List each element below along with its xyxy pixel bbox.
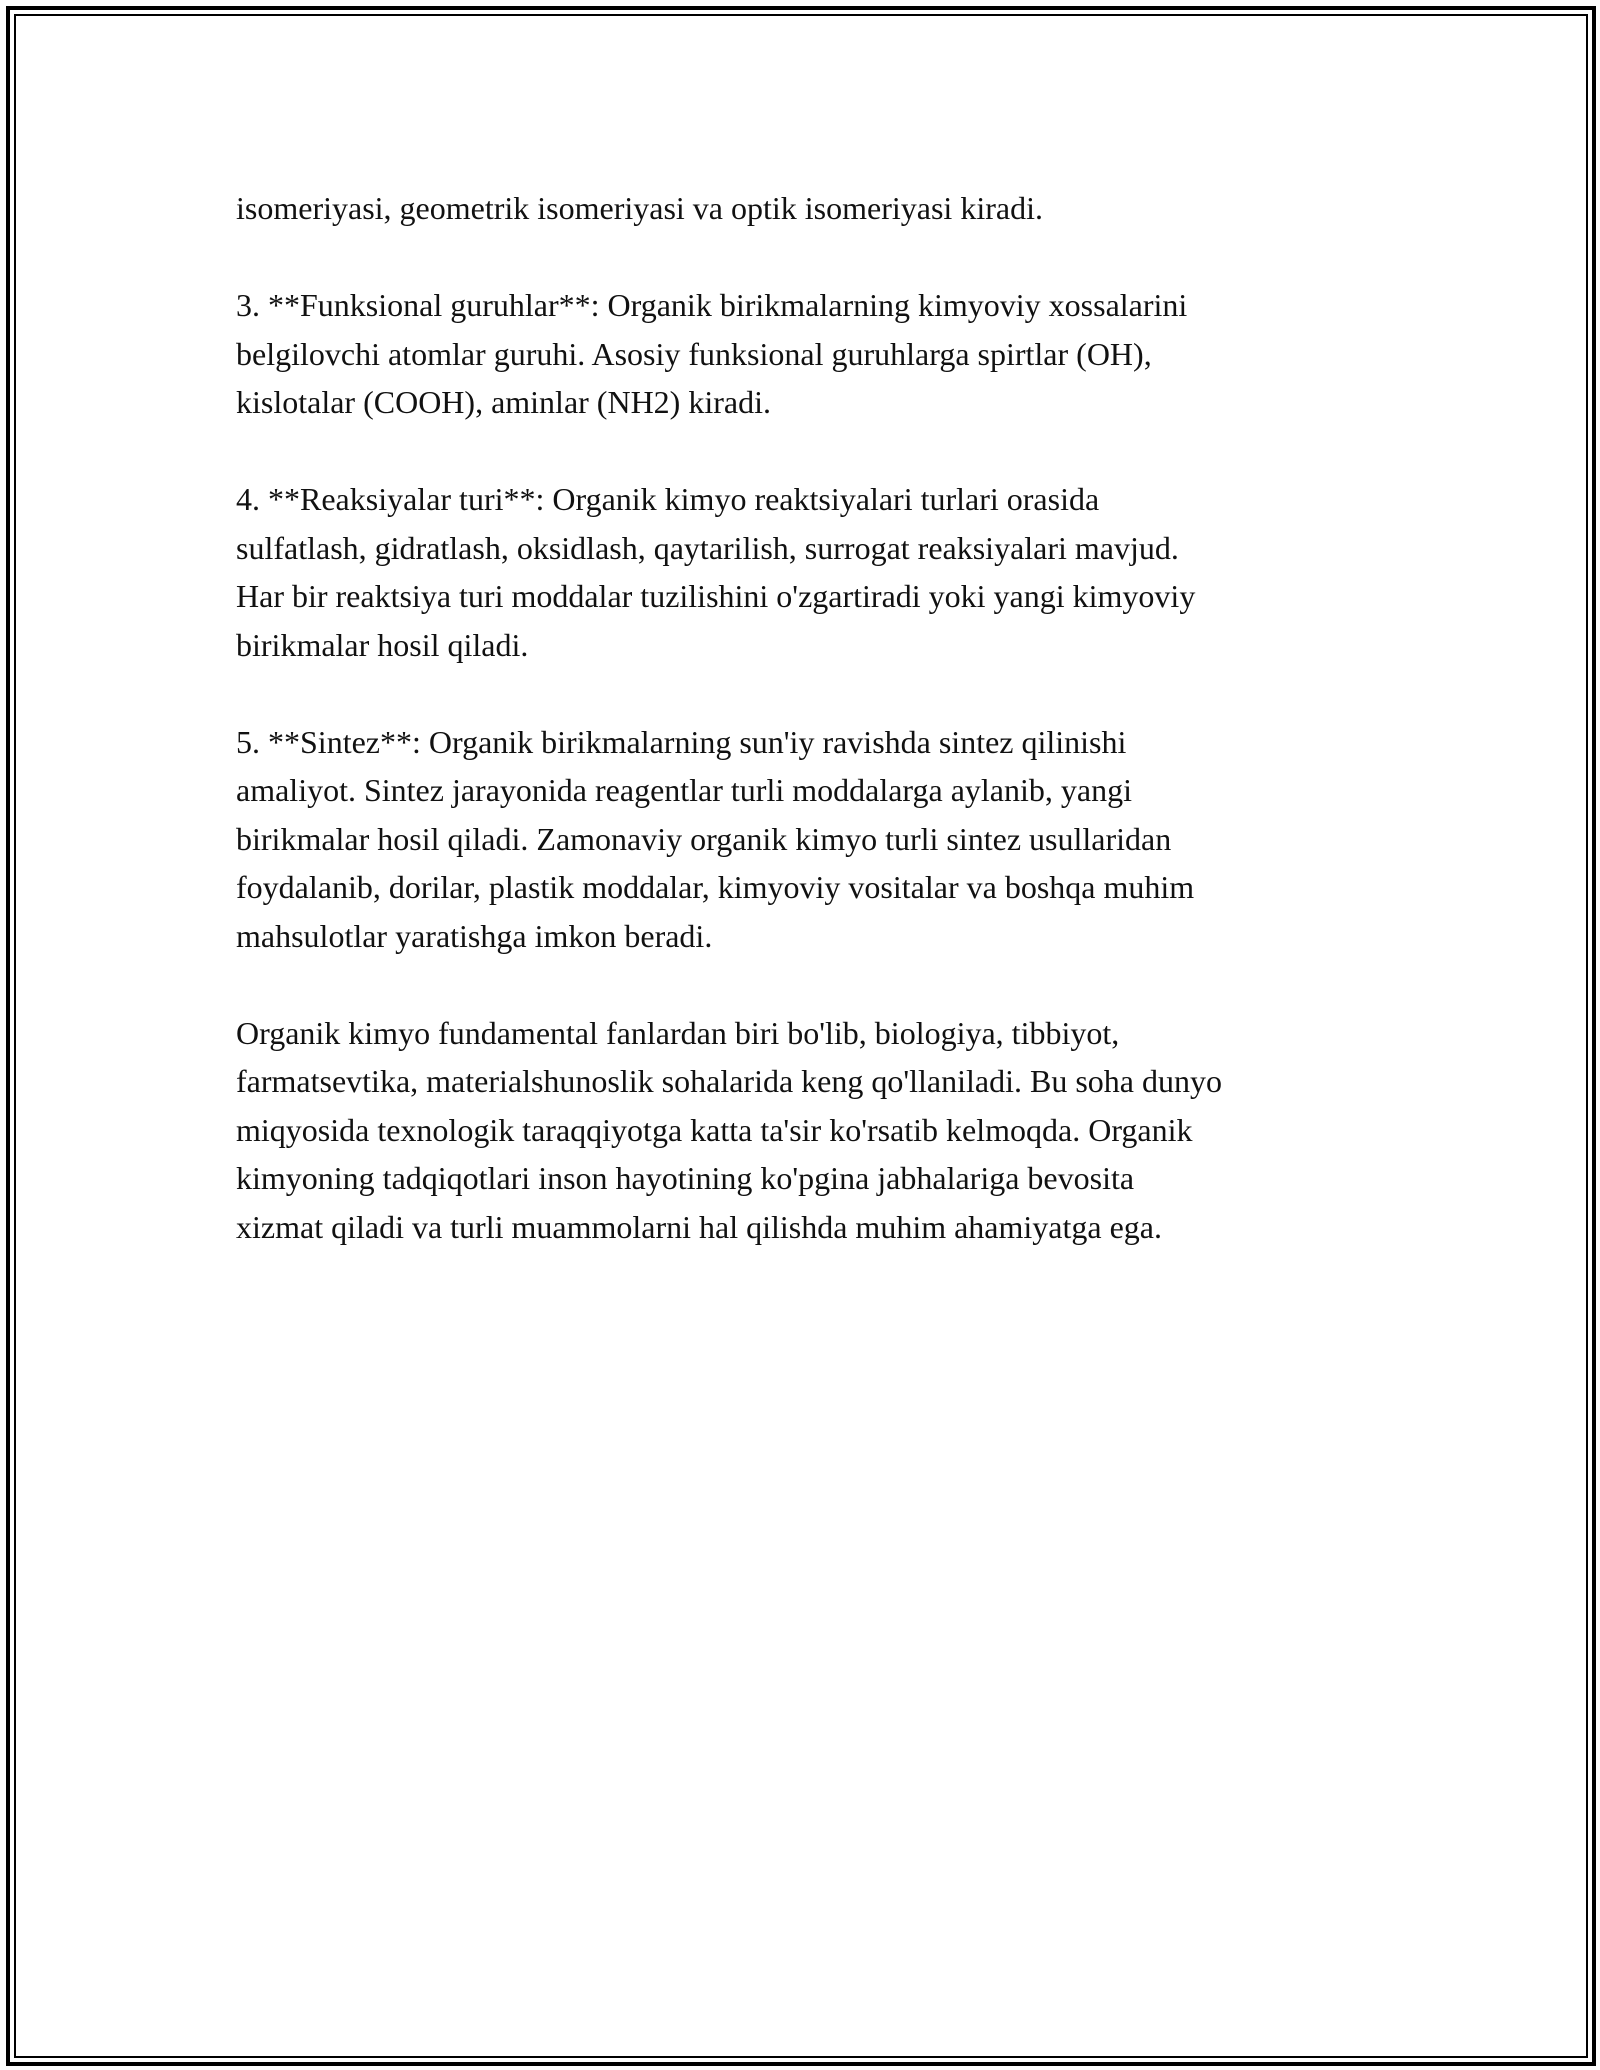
text-line: sulfatlash, gidratlash, oksidlash, qaytarilish, surrogat reaksiyalari mavjud. [236,529,1179,566]
paragraph-synthesis [236,718,1376,961]
paragraph-isomerism-continuation [236,184,1376,233]
text-line: birikmalar hosil qiladi. Zamonaviy organik kimyo turli sintez usullaridan [236,820,1172,857]
text-line: farmatsevtika, materialshunoslik sohalarida keng qo'llaniladi. Bu soha dunyo [236,1063,1222,1099]
text-line: mahsulotlar yaratishga imkon beradi. [236,917,713,954]
paragraph-reaction-types [236,475,1376,669]
text-line: kimyoning tadqiqotlari inson hayotining ko'pgina jabhalariga bevosita [236,1160,1135,1196]
text-line: 3. **Funksional guruhlar**: Organik birikmalarning kimyoviy xossalarini [236,287,1188,323]
document-body [236,184,1376,1251]
text-line: xizmat qiladi va turli muammolarni hal qilishda muhim ahamiyatga ega. [236,1208,1162,1245]
paragraph-conclusion [236,1009,1376,1252]
paragraph-functional-groups [236,281,1376,427]
text-line: 5. **Sintez**: Organik birikmalarning sun'iy ravishda sintez qilinishi [236,723,1127,760]
text-line: 4. **Reaksiyalar turi**: Organik kimyo reaktsiyalari turlari orasida [236,481,1100,517]
text-line: Organik kimyo fundamental fanlardan biri bo'lib, biologiya, tibbiyot, [236,1014,1120,1051]
text-line: foydalanib, dorilar, plastik moddalar, kimyoviy vositalar va boshqa muhim [236,869,1195,905]
text-line: amaliyot. Sintez jarayonida reagentlar turli moddalarga aylanib, yangi [236,772,1132,808]
text-line: miqyosida texnologik taraqqiyotga katta ta'sir ko'rsatib kelmoqda. Organik [236,1111,1193,1148]
text-line: belgilovchi atomlar guruhi. Asosiy funksional guruhlarga spirtlar (OH), [236,335,1152,372]
text-line: kislotalar (COOH), aminlar (NH2) kiradi. [236,384,771,420]
text-line: Har bir reaktsiya turi moddalar tuzilishini o'zgartiradi yoki yangi kimyoviy [236,578,1196,614]
text-line: isomeriyasi, geometrik isomeriyasi va optik isomeriyasi kiradi. [236,190,1043,226]
text-line: birikmalar hosil qiladi. [236,626,529,663]
